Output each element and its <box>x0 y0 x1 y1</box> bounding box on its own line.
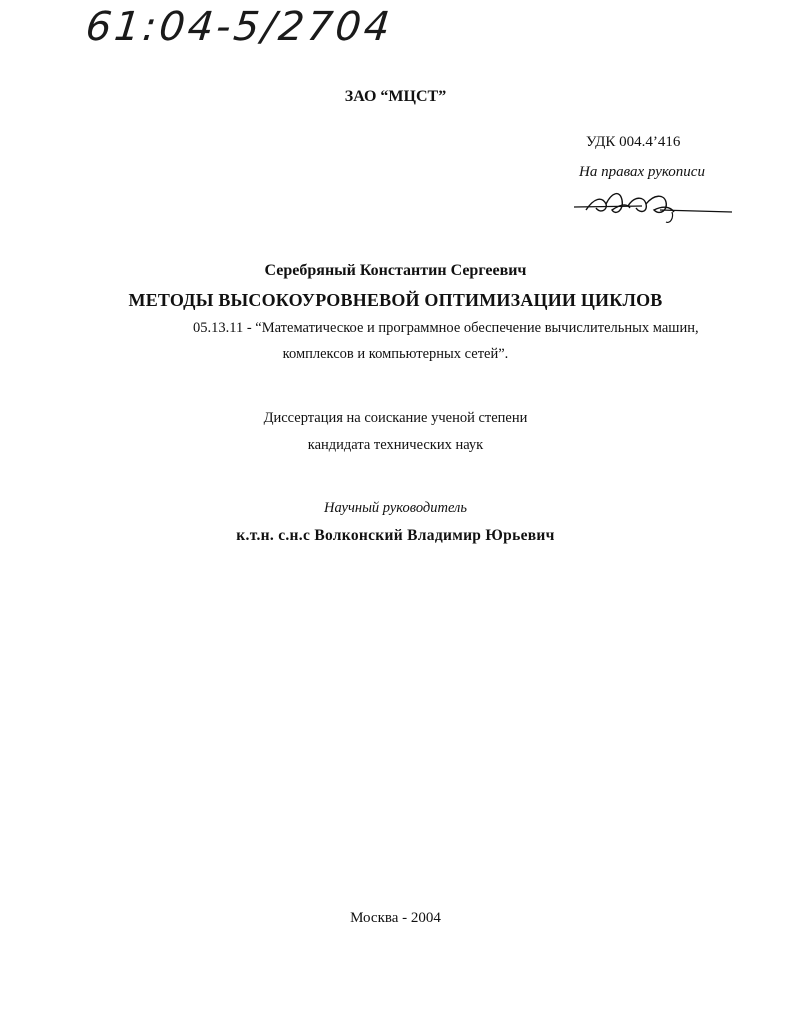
organization: ЗАО “МЦСТ” <box>344 88 447 105</box>
supervisor-name: к.т.н. с.н.с Волконский Владимир Юрьевич <box>236 527 555 544</box>
degree-line-2: кандидата технических наук <box>307 437 484 453</box>
author-name: Серебряный Константин Сергеевич <box>264 262 527 279</box>
city-year: Москва - 2004 <box>350 910 441 926</box>
specialty-line-2: комплексов и компьютерных сетей”. <box>282 346 509 362</box>
supervisor-label: Научный руководитель <box>324 500 467 516</box>
udk-code: УДК 004.4’416 <box>586 134 681 150</box>
signature-icon <box>572 188 737 228</box>
specialty-line-1: 05.13.11 - “Математическое и программное обеспечение вычислительных машин, <box>193 320 699 336</box>
rights-note: На правах рукописи <box>579 164 705 180</box>
handwritten-archive-number: 61:04-5/2704 <box>83 4 395 50</box>
degree-line-1: Диссертация на соискание ученой степени <box>263 410 528 426</box>
dissertation-title: МЕТОДЫ ВЫСОКОУРОВНЕВОЙ ОПТИМИЗАЦИИ ЦИКЛОВ <box>128 290 663 310</box>
